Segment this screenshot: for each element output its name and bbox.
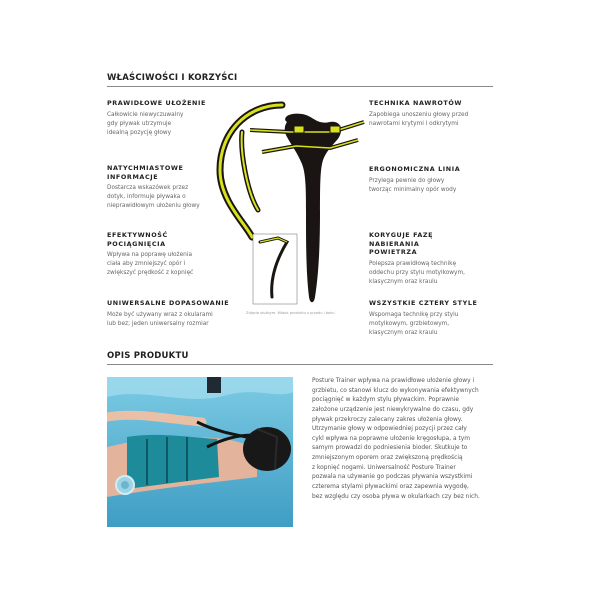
feature-turn-technique	[369, 99, 494, 129]
feature-desc	[369, 311, 494, 338]
desc-line: motylkowym, grzbietowym,	[369, 320, 450, 327]
desc-line: oddechu przy stylu motylkowym,	[369, 269, 465, 276]
illustration-caption: Zdjęcia służbym. Widok produktu z przodu i boku	[246, 311, 335, 315]
desc-line: nawrotami krytymi i odkrytymi	[369, 120, 459, 127]
desc-line: Wspomaga technikę przy stylu	[369, 311, 459, 318]
desc-line: Dostarcza wskazówek przez	[107, 185, 189, 192]
description-line: pozwala na używanie go podczas pływania wszystkimi	[312, 474, 473, 481]
description-line: pływak przekroczy zalecany zakres ułożenia głowy.	[312, 416, 463, 423]
description-line: cykl wpływa na poprawne ułożenie kręgosłupa, a tym	[312, 435, 471, 442]
description-line: Utrzymanie głowy w odpowiedniej pozycji przez cały	[312, 426, 467, 433]
desc-line: Polepsza prawidłową technikę	[369, 260, 457, 267]
description-line: Posture Trainer wpływa na prawidłowe ułożenie głowy i	[312, 378, 475, 384]
feature-breathing-correction	[369, 231, 469, 287]
desc-line: ciała aby zmniejszyć opór i	[107, 261, 186, 268]
feature-title: PRAWIDŁOWE UŁOŻENIE	[107, 99, 206, 107]
feature-title: NATYCHMIASTOWE INFORMACJE	[107, 164, 184, 181]
section-divider	[107, 86, 493, 87]
section-divider	[107, 364, 493, 365]
swimmer-image	[107, 377, 293, 527]
section-title-description: OPIS PRODUKTU	[107, 351, 189, 361]
desc-line: Zapobiega unoszeniu głowy przed	[369, 111, 469, 118]
feature-desc	[369, 111, 494, 129]
feature-title: KORYGUJE FAZĘ NABIERANIA POWIETRZA	[369, 231, 434, 257]
desc-line: tworząc minimalny opór wody	[369, 186, 457, 193]
feature-desc	[107, 311, 242, 329]
feature-all-four-strokes	[369, 299, 494, 338]
feature-desc	[369, 260, 494, 287]
feature-instant-info	[107, 164, 200, 211]
desc-line: Całkowicie niewyczuwalny	[107, 111, 184, 118]
feature-stroke-efficiency	[107, 231, 194, 278]
desc-line: gdy pływak utrzymuje	[107, 120, 172, 127]
product-description	[312, 377, 496, 502]
description-line: bez względu czy osoba pływa w okularkach czy bez nich.	[312, 493, 480, 500]
desc-line: nieprawidłowym ułożeniu głowy	[107, 203, 200, 210]
description-line: założone urządzenie jest niewykrywalne do czasu, gdy	[312, 406, 474, 413]
desc-line: Może być używany wraz z okularami	[107, 311, 213, 318]
posture-trainer-illustration	[212, 92, 372, 307]
description-line: pociągnięć w każdym stylu pływackim. Poprawnie	[312, 397, 459, 404]
desc-line: klasycznym oraz kraulu	[369, 329, 438, 336]
desc-line: idealną pozycję głowy	[107, 129, 172, 136]
feature-title: WSZYSTKIE CZTERY STYLE	[369, 299, 478, 307]
desc-line: lub bez; jeden uniwersalny rozmiar	[107, 320, 209, 327]
description-line: zmniejszonym oporem oraz zwiększoną prędkością	[312, 455, 463, 461]
description-line: czterema stylami pływackimi oraz zapewnia wygodę,	[312, 483, 469, 490]
description-line: samym prowadzi do podniesienia bioder. Skutkuje to	[312, 445, 468, 452]
description-line: z kopnięć nogami. Uniwersalność Posture Trainer	[312, 464, 456, 471]
feature-title: EFEKTYWNOŚĆ POCIĄGNIĘCIA	[107, 231, 168, 248]
feature-desc	[369, 177, 494, 195]
feature-ergonomic-line	[369, 165, 494, 195]
feature-title: TECHNIKA NAWROTÓW	[369, 99, 463, 107]
description-line: grzbietu, co stanowi klucz do wykonywania efektywnych	[312, 387, 479, 394]
swimmer-photo	[107, 377, 293, 527]
feature-title: UNIWERSALNE DOPASOWANIE	[107, 299, 230, 307]
section-title-features: WŁAŚCIWOŚCI I KORZYŚCI	[107, 73, 238, 83]
feature-title: ERGONOMICZNA LINIA	[369, 165, 461, 173]
desc-line: Wpływa na poprawę ułożenia	[107, 252, 193, 259]
desc-line: zwiększyć prędkość z kopnięć	[107, 270, 194, 277]
desc-line: klasycznym oraz kraulu	[369, 278, 438, 285]
desc-line: dotyk, informuje pływaka o	[107, 194, 186, 201]
desc-line: Przylega pewnie do głowy	[369, 177, 445, 184]
